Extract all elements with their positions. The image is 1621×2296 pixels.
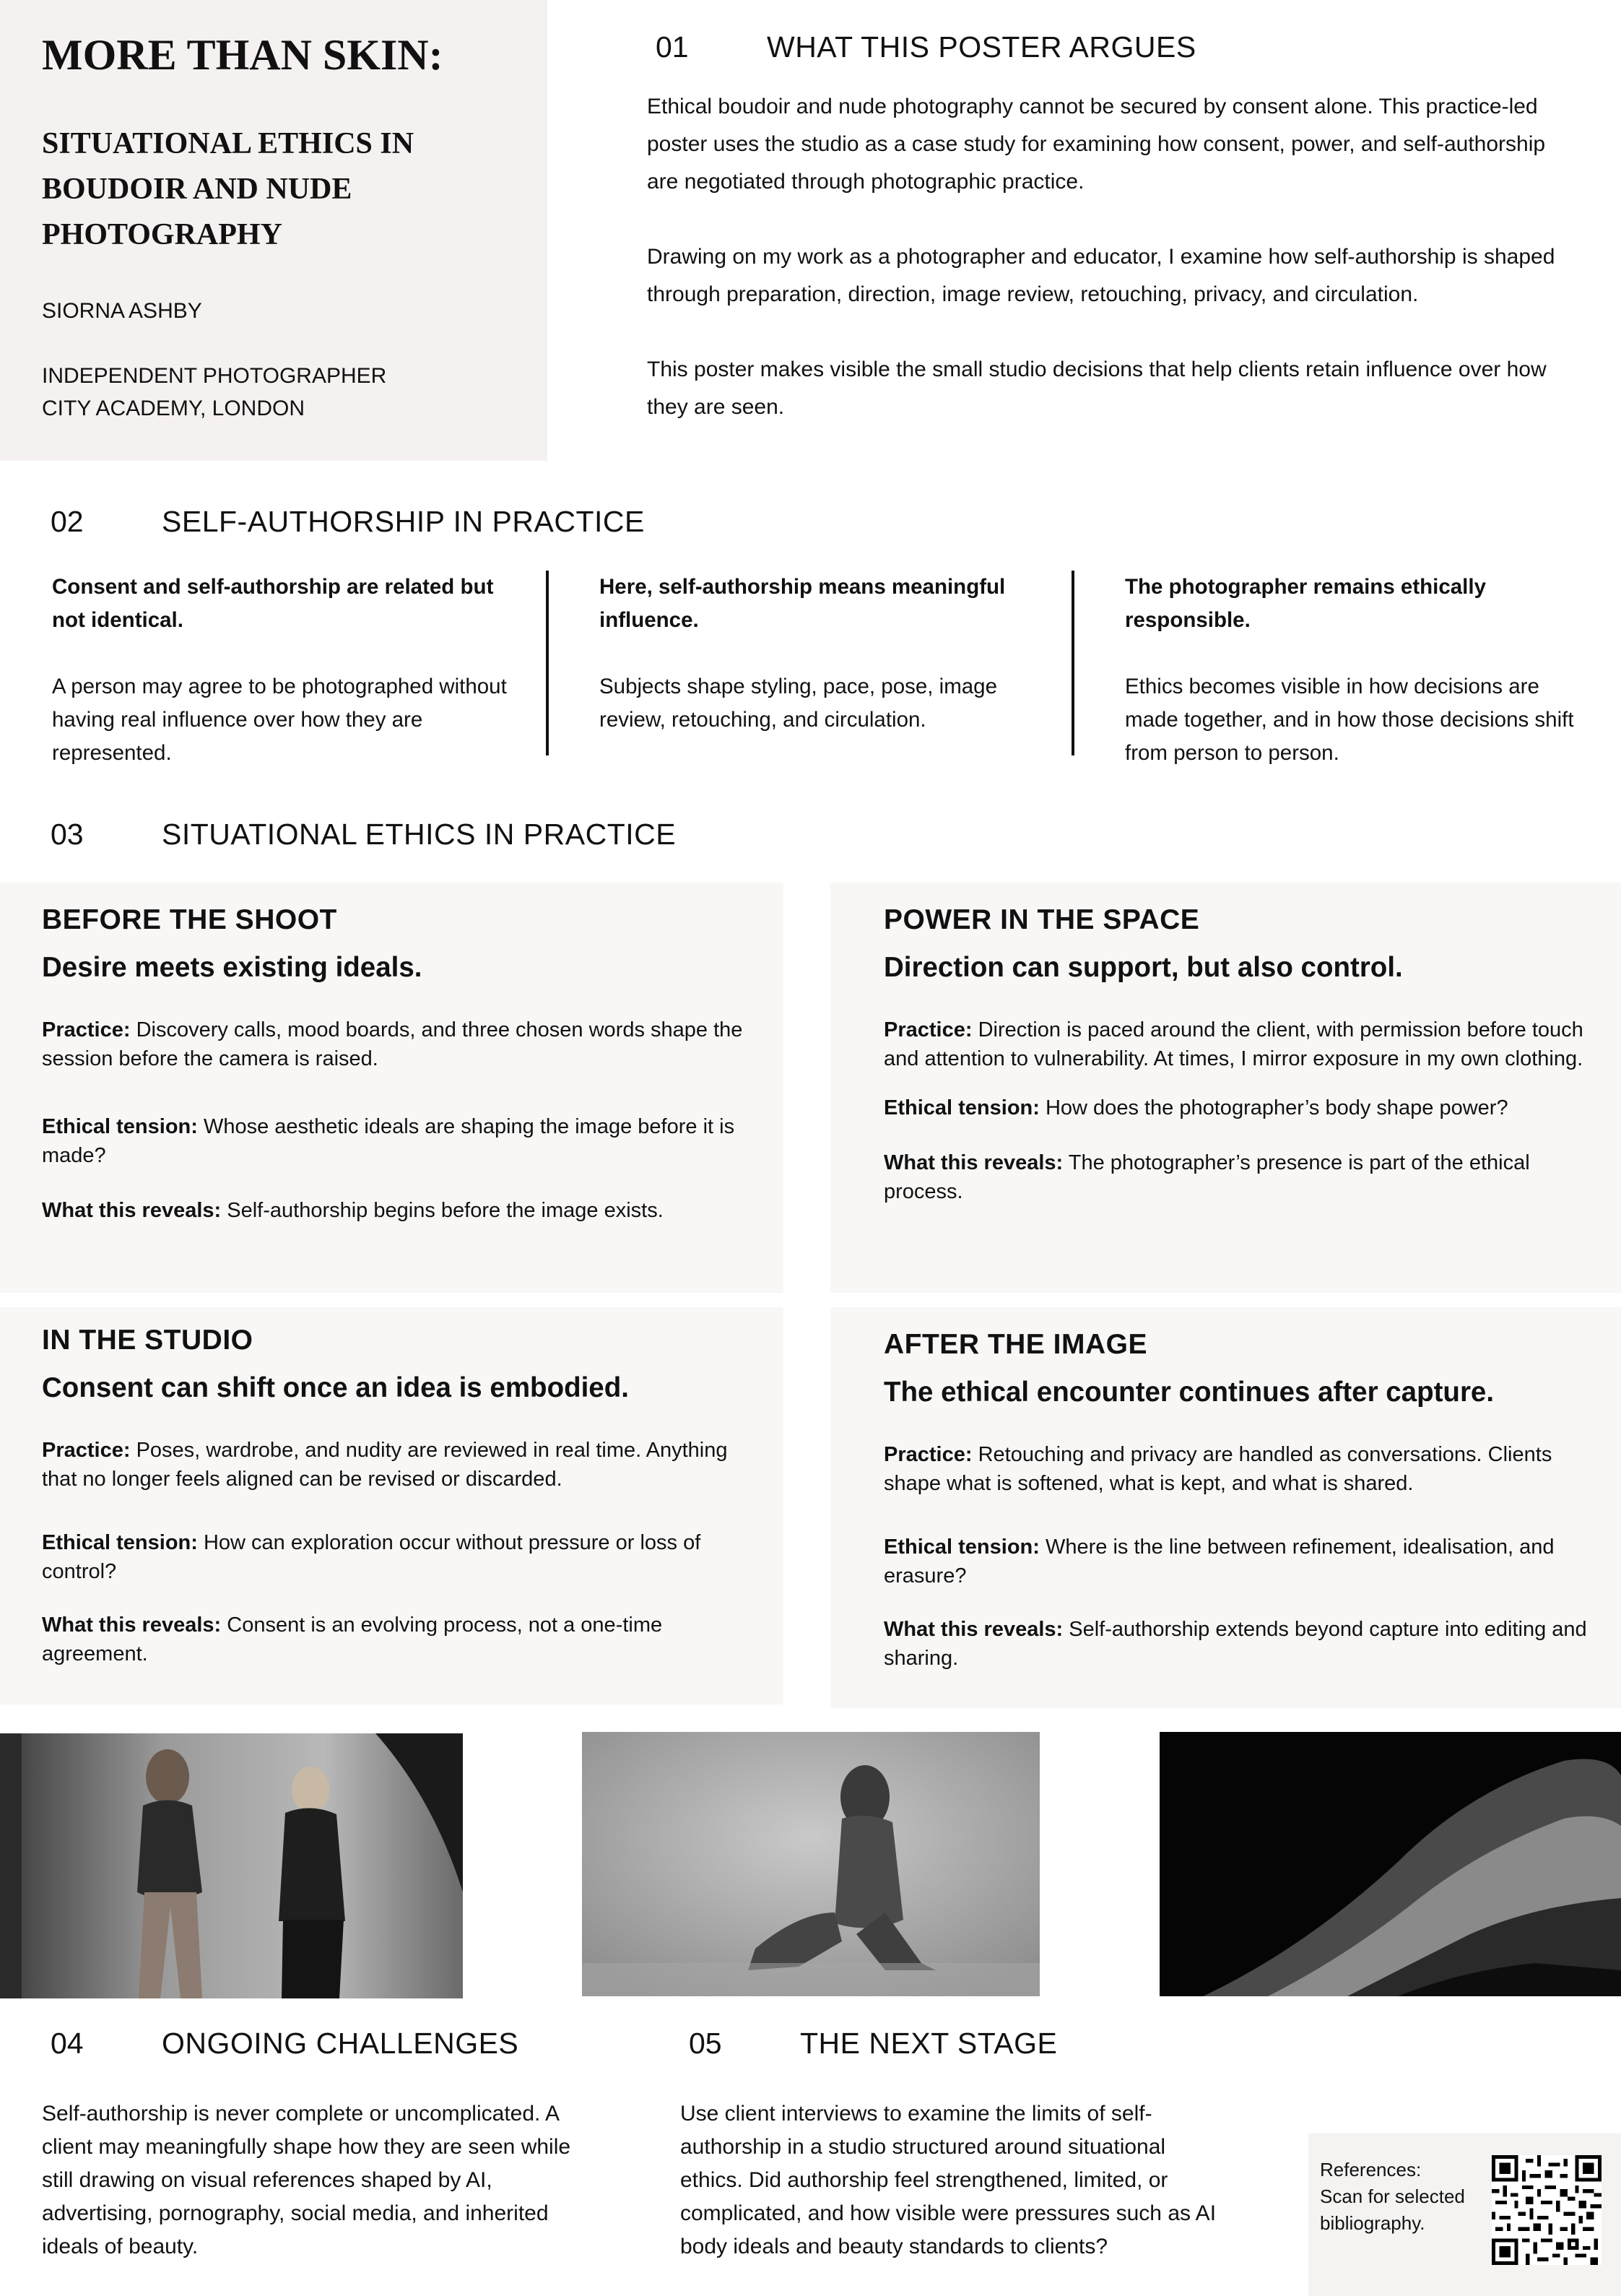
qr-code-icon[interactable] (1492, 2155, 1602, 2265)
poster-subtitle (42, 121, 511, 258)
tension-label: Ethical tension: (884, 1535, 1040, 1559)
section-01-body (647, 88, 1571, 464)
card-heading: AFTER THE IMAGE (884, 1329, 1147, 1360)
column-body: Subjects shape styling, pace, pose, image review, retouching, and circulation. (599, 675, 997, 732)
practice-label: Practice: (42, 1018, 131, 1041)
card-practice (42, 1015, 755, 1073)
subtitle-line: BOUDOIR AND NUDE (42, 173, 352, 206)
ethics-card-power (830, 883, 1621, 1293)
studio-direction-photo (0, 1733, 463, 1998)
section-05-title: THE NEXT STAGE (800, 2027, 1058, 2060)
reveals-text: Self-authorship begins before the image exists. (227, 1199, 664, 1222)
section-03-number: 03 (51, 818, 84, 851)
card-reveals (42, 1611, 755, 1668)
card-tagline: Direction can support, but also control. (884, 952, 1403, 983)
seated-portrait-photo (582, 1732, 1040, 1996)
column-body: Ethics becomes visible in how decisions are made together, and in how those decisions shift from person to person. (1125, 675, 1574, 765)
subtitle-line: PHOTOGRAPHY (42, 218, 282, 251)
column-lead: Consent and self-authorship are related but not identical. (52, 575, 494, 632)
section-01-number: 01 (656, 30, 689, 64)
section-05-number: 05 (689, 2027, 722, 2060)
reveals-label: What this reveals: (42, 1199, 222, 1222)
references-line: bibliography. (1320, 2212, 1425, 2234)
tension-text: How does the photographer’s body shape power? (1045, 1096, 1508, 1119)
card-tension (42, 1528, 721, 1586)
card-heading: IN THE STUDIO (42, 1325, 253, 1356)
card-tension (884, 1533, 1592, 1590)
affiliation-line: CITY ACADEMY, LONDON (42, 397, 305, 420)
practice-text: Discovery calls, mood boards, and three chosen words shape the session before the camera is raised. (42, 1018, 743, 1070)
section-04-title: ONGOING CHALLENGES (162, 2027, 519, 2060)
poster-title: MORE THAN SKIN: (42, 31, 443, 79)
section-04-body: Self-authorship is never complete or uncomplicated. A client may meaningfully shape how they are seen while still drawing on visual references shaped by AI, advertising, pornography, social media, and inherited ideals of beauty. (42, 2102, 571, 2258)
subtitle-line: SITUATIONAL ETHICS IN (42, 127, 414, 160)
card-reveals (42, 1196, 755, 1225)
tension-text: How can exploration occur without pressure or loss of control? (42, 1531, 701, 1583)
paragraph: Ethical boudoir and nude photography cannot be secured by consent alone. This practice-led poster uses the studio as a case study for examining how consent, power, and self-authorship are negotiated through photographic practice. (647, 95, 1546, 194)
section-02-column (1125, 571, 1587, 770)
card-heading: BEFORE THE SHOOT (42, 904, 337, 935)
reveals-text: Consent is an evolving process, not a one-time agreement. (42, 1613, 663, 1665)
practice-label: Practice: (884, 1018, 973, 1041)
references-text (1320, 2157, 1486, 2237)
section-02-column (599, 571, 1047, 737)
card-reveals (884, 1148, 1592, 1206)
card-tagline: Consent can shift once an idea is embodied. (42, 1372, 629, 1403)
section-01-title: WHAT THIS POSTER ARGUES (767, 30, 1196, 64)
ethics-card-studio (0, 1307, 783, 1704)
card-tension (42, 1112, 755, 1170)
author-name: SIORNA ASHBY (42, 299, 202, 323)
card-tagline: The ethical encounter continues after capture. (884, 1377, 1495, 1408)
tension-label: Ethical tension: (884, 1096, 1040, 1119)
reveals-label: What this reveals: (42, 1613, 222, 1637)
paragraph: Drawing on my work as a photographer and educator, I examine how self-authorship is shaped through preparation, direction, image review, retouching, privacy, and circulation. (647, 245, 1555, 306)
section-05-body: Use client interviews to examine the limits of self-authorship in a studio structured around situational ethics. Did authorship feel strengthened, limited, or complicated, and how visible were pressures such as AI body ideals and beauty standards to clients? (680, 2102, 1217, 2258)
practice-label: Practice: (884, 1443, 973, 1466)
paragraph: This poster makes visible the small studio decisions that help clients retain influence over how they are seen. (647, 358, 1547, 419)
card-practice (884, 1015, 1592, 1073)
column-divider (546, 571, 549, 755)
reveals-label: What this reveals: (884, 1618, 1064, 1641)
card-tension (884, 1093, 1592, 1122)
section-04-number: 04 (51, 2027, 84, 2060)
card-tagline: Desire meets existing ideals. (42, 952, 422, 983)
reveals-text: Self-authorship extends beyond capture into editing and sharing. (884, 1618, 1587, 1670)
tension-text: Whose aesthetic ideals are shaping the image before it is made? (42, 1115, 735, 1167)
section-02-column (52, 571, 507, 770)
references-line: References: (1320, 2159, 1422, 2180)
section-03-title: SITUATIONAL ETHICS IN PRACTICE (162, 818, 677, 851)
practice-text: Poses, wardrobe, and nudity are reviewed in real time. Anything that no longer feels aligned can be revised or discarded. (42, 1439, 728, 1491)
card-reveals (884, 1615, 1592, 1673)
column-lead: The photographer remains ethically responsible. (1125, 575, 1486, 632)
section-02-number: 02 (51, 505, 84, 538)
references-line: Scan for selected (1320, 2185, 1465, 2207)
practice-text: Direction is paced around the client, with permission before touch and attention to vulnerability. At times, I mirror exposure in my own clothing. (884, 1018, 1583, 1070)
section-02-title: SELF-AUTHORSHIP IN PRACTICE (162, 505, 645, 538)
card-heading: POWER IN THE SPACE (884, 904, 1200, 935)
tension-text: Where is the line between refinement, idealisation, and erasure? (884, 1535, 1555, 1587)
ethics-card-before-shoot (0, 883, 783, 1293)
card-practice (42, 1436, 755, 1494)
reveals-text: The photographer’s presence is part of the ethical process. (884, 1151, 1530, 1203)
column-divider (1072, 571, 1074, 755)
column-body: A person may agree to be photographed without having real influence over how they are represented. (52, 675, 507, 765)
affiliation-line: INDEPENDENT PHOTOGRAPHER (42, 364, 387, 388)
tension-label: Ethical tension: (42, 1531, 198, 1554)
column-lead: Here, self-authorship means meaningful influence. (599, 575, 1006, 632)
author-affiliation (42, 360, 386, 425)
card-practice (884, 1440, 1592, 1498)
practice-label: Practice: (42, 1439, 131, 1462)
reveals-label: What this reveals: (884, 1151, 1064, 1174)
practice-text: Retouching and privacy are handled as conversations. Clients shape what is softened, what is kept, and what is shared. (884, 1443, 1552, 1495)
tension-label: Ethical tension: (42, 1115, 198, 1138)
ethics-card-after-image (830, 1307, 1621, 1708)
body-abstract-photo (1160, 1732, 1621, 1996)
